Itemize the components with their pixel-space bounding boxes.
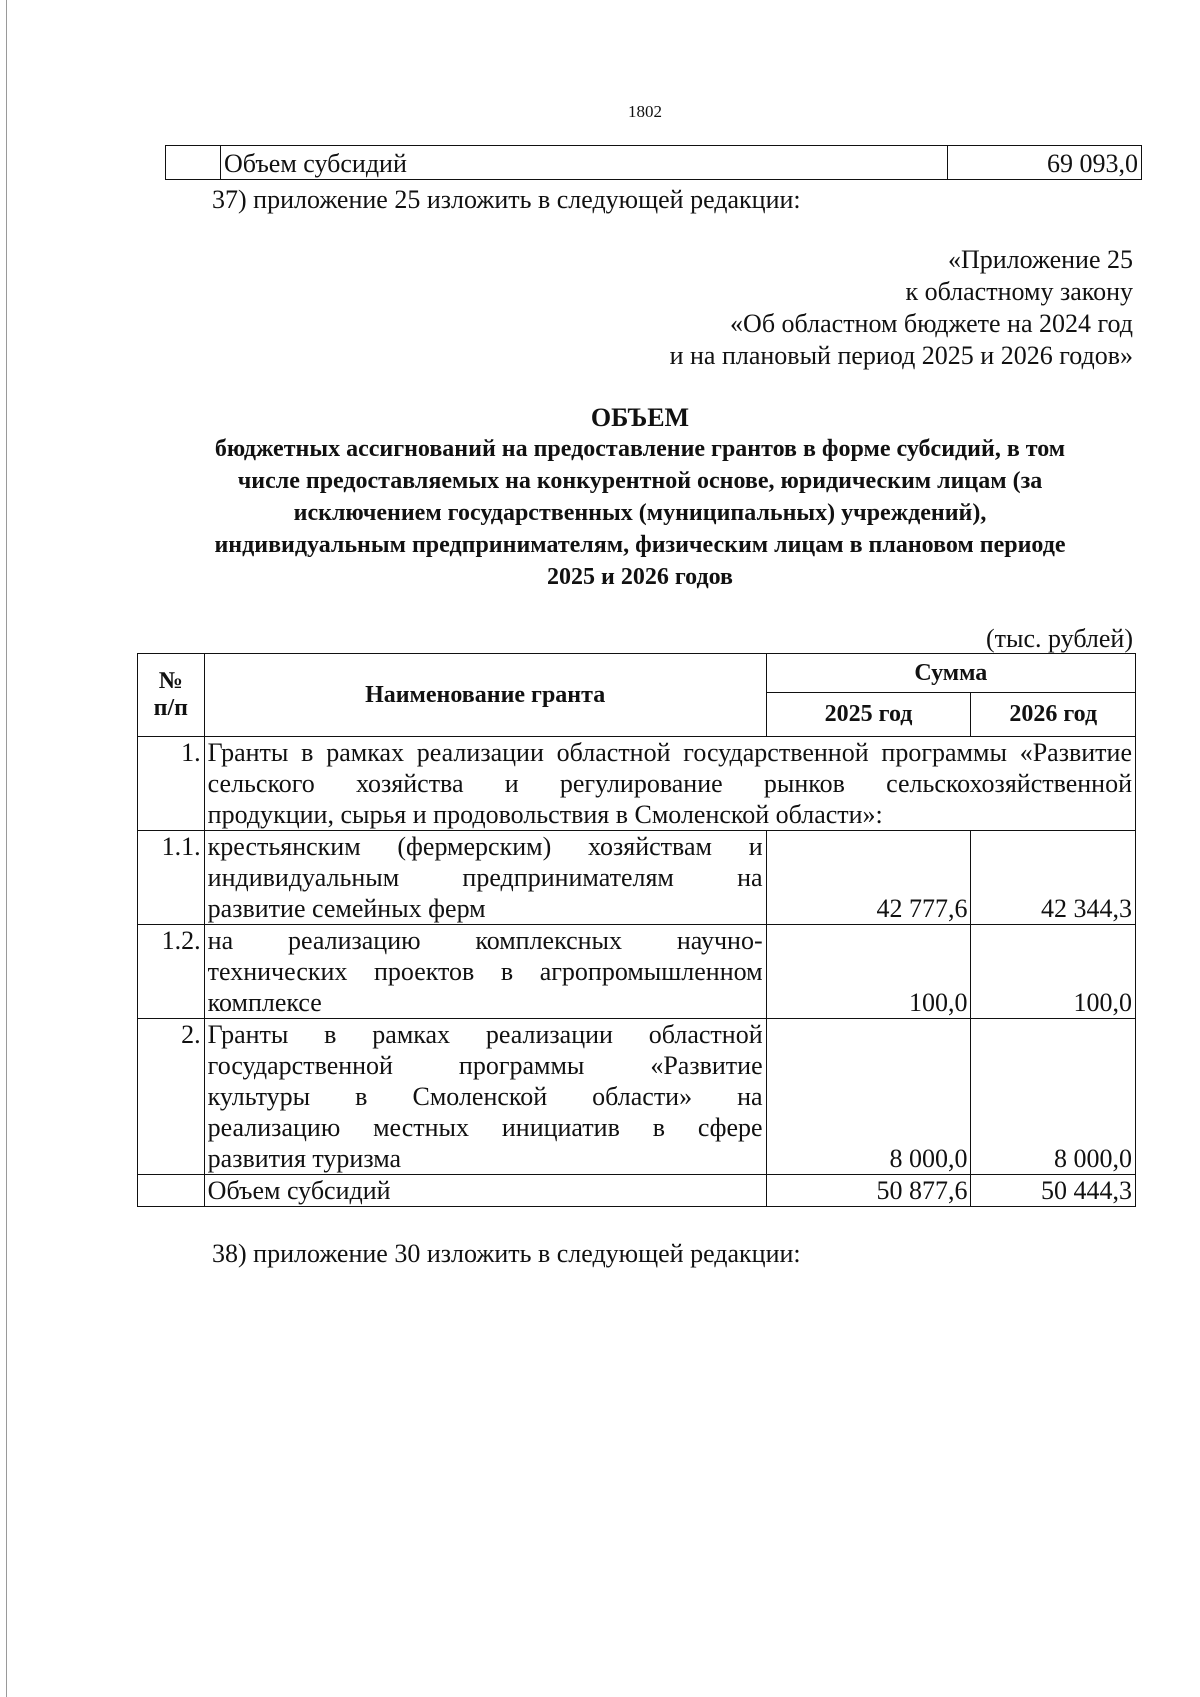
subtitle-line: бюджетных ассигнований на предоставление грантов в форме субсидий, в том [214, 436, 1066, 462]
row-number: 1. [138, 737, 205, 831]
table-row [138, 831, 1136, 925]
appendix-line: и на плановый период 2025 и 2026 годов» [669, 341, 1133, 370]
document-title: ОБЪЕМ [590, 403, 690, 432]
total-2025: 50 877,6 [766, 1175, 971, 1207]
header-row [138, 654, 1136, 693]
document-subtitle [140, 433, 1140, 593]
header-number-line: п/п [153, 695, 188, 721]
total-2026: 50 444,3 [971, 1175, 1136, 1207]
previous-table-total [165, 145, 1142, 180]
subtitle-line: числе предоставляемых на конкурентной основе, юридическим лицам (за [237, 468, 1043, 494]
row-name [204, 831, 766, 925]
name-line: крестьянским (фермерским) хозяйствам и [207, 832, 763, 861]
row-number: 1.1. [138, 831, 205, 925]
units-label: (тыс. рублей) [985, 624, 1133, 653]
name-line: реализацию местных инициатив в сфере [207, 1113, 763, 1142]
page-edge-line [6, 0, 7, 1697]
appendix-line: к областному закону [905, 277, 1133, 306]
table-row [166, 146, 1142, 180]
name-line: развития туризма [207, 1144, 402, 1173]
name-line: Гранты в рамках реализации областной государственной программы «Развитие [207, 738, 1132, 767]
row-name [204, 925, 766, 1019]
grants-table [137, 653, 1136, 1207]
value-2025: 100,0 [766, 925, 971, 1019]
row-number: 2. [138, 1019, 205, 1175]
row-number: 1.2. [138, 925, 205, 1019]
total-label: Объем субсидий [221, 146, 948, 180]
table-row [138, 925, 1136, 1019]
header-name: Наименование гранта [204, 654, 766, 737]
value-2025: 8 000,0 [766, 1019, 971, 1175]
paragraph-37: 37) приложение 25 изложить в следующей редакции: [212, 185, 801, 214]
name-line: технических проектов в агропромышленном [207, 957, 763, 986]
header-2026: 2026 год [971, 693, 1136, 737]
subtitle-line: 2025 и 2026 годов [547, 564, 733, 590]
empty-cell [166, 146, 221, 180]
name-line: культуры в Смоленской области» на [207, 1082, 763, 1111]
value-2026: 42 344,3 [971, 831, 1136, 925]
paragraph-38: 38) приложение 30 изложить в следующей редакции: [212, 1239, 801, 1268]
name-line: Гранты в рамках реализации областной [207, 1020, 763, 1049]
appendix-line: «Об областном бюджете на 2024 год [730, 309, 1133, 338]
name-line: развитие семейных ферм [207, 894, 486, 923]
value-2026: 8 000,0 [971, 1019, 1136, 1175]
total-label: Объем субсидий [204, 1175, 766, 1207]
subtitle-line: индивидуальным предпринимателям, физическим лицам в плановом периоде [214, 532, 1066, 558]
appendix-line: «Приложение 25 [947, 245, 1133, 274]
value-2026: 100,0 [971, 925, 1136, 1019]
value-2025: 42 777,6 [766, 831, 971, 925]
total-row [138, 1175, 1136, 1207]
subtitle-line: исключением государственных (муниципальных) учреждений), [293, 500, 987, 526]
header-2025: 2025 год [766, 693, 971, 737]
row-name [204, 737, 1135, 831]
appendix-header [670, 244, 1133, 372]
page-number: 1802 [628, 102, 662, 121]
name-line: сельского хозяйства и регулирование рынков сельскохозяйственной [207, 769, 1132, 798]
total-value: 69 093,0 [948, 146, 1142, 180]
name-line: на реализацию комплексных научно- [207, 926, 763, 955]
table-row [138, 737, 1136, 831]
name-line: индивидуальным предпринимателям на [207, 863, 763, 892]
empty-cell [138, 1175, 205, 1207]
header-sum: Сумма [766, 654, 1135, 693]
row-name [204, 1019, 766, 1175]
header-number-line: № [158, 668, 183, 694]
name-line: государственной программы «Развитие [207, 1051, 763, 1080]
name-line: продукции, сырья и продовольствия в Смоленской области»: [207, 800, 883, 829]
name-line: комплексе [207, 988, 322, 1017]
table-row [138, 1019, 1136, 1175]
header-number [138, 654, 205, 737]
